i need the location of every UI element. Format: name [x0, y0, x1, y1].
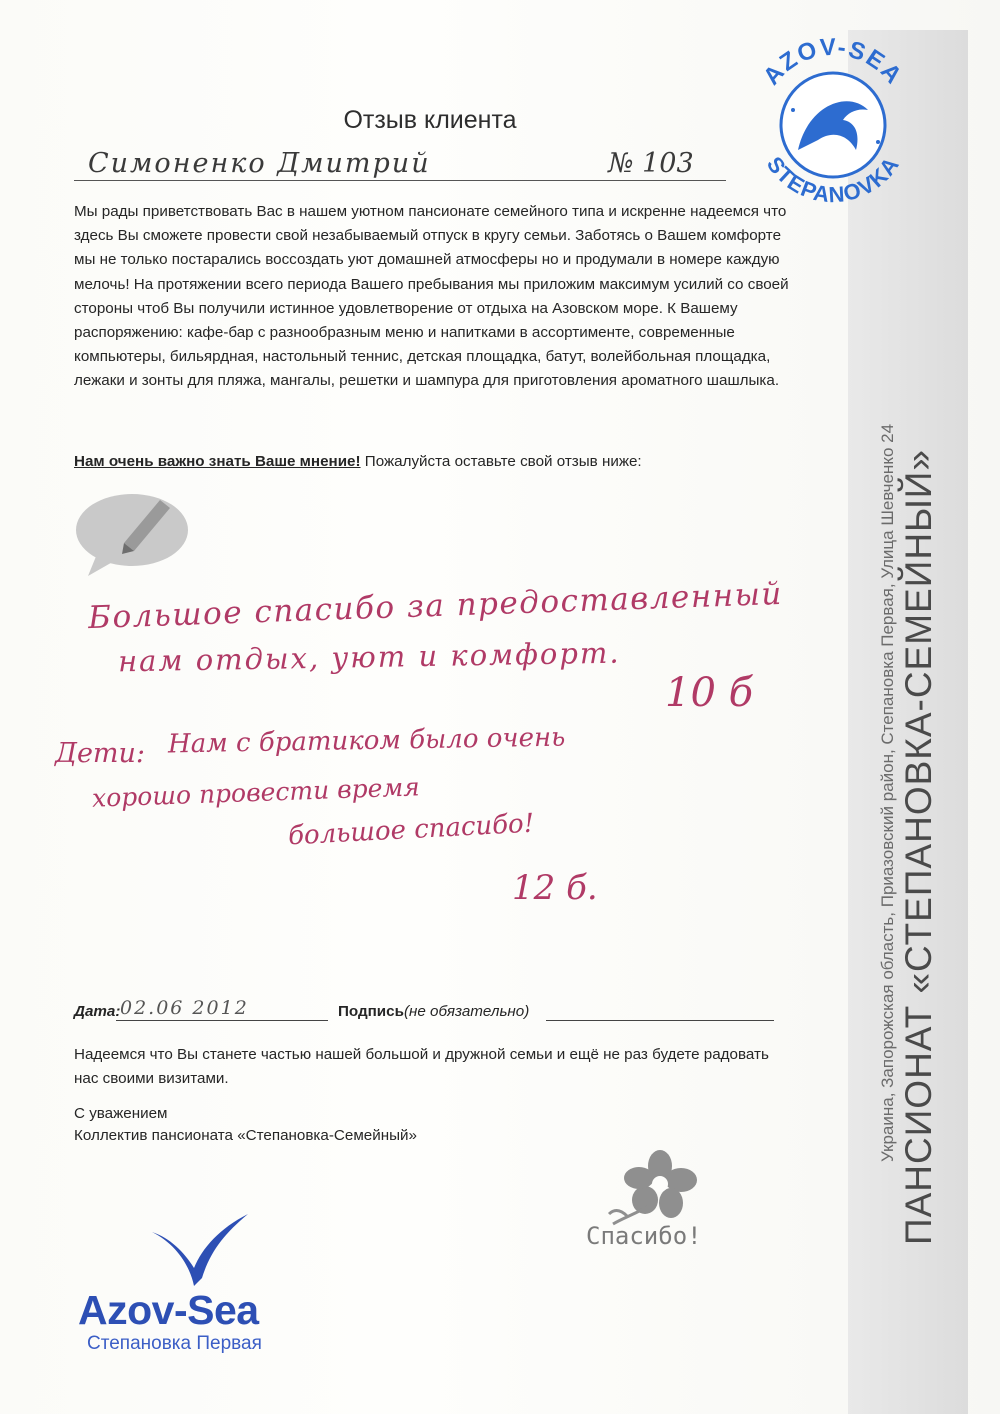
review-line-5: большое спасибо! [287, 808, 535, 852]
sidebar-title: ПАНСИОНАТ «СТЕПАНОВКА-СЕМЕЙНЫЙ» [898, 449, 939, 1245]
speech-bubble-pencil-icon [72, 488, 192, 578]
regards-line-2: Коллектив пансионата «Степановка-Семейный» [74, 1127, 417, 1144]
review-line-4: хорошо провести время [91, 772, 421, 813]
seagull-logo-icon [150, 1212, 250, 1288]
date-value-handwritten: 02.06 2012 [120, 997, 249, 1019]
signature-note: (не обязательно) [403, 1003, 530, 1020]
signature-label-group [338, 1003, 529, 1020]
room-number-handwritten: № 103 [608, 148, 694, 179]
feedback-prompt-bold: Нам очень важно знать Ваше мнение! [74, 453, 361, 470]
thanks-stamp-text: Спасибо! [586, 1222, 702, 1250]
date-label: Дата: [74, 1003, 121, 1020]
date-line [116, 1020, 328, 1021]
review-kids-label: Дети: [55, 738, 146, 769]
client-name-handwritten: Симоненко Дмитрий [88, 148, 431, 179]
round-logo-top-text: AZOV-SEA [758, 33, 908, 91]
review-line-3: Нам с братиком было очень [167, 722, 566, 760]
brand-logo-name: Azov-Sea [78, 1287, 259, 1333]
review-score-2: 12 б. [512, 868, 598, 908]
signature-label: Подпись [338, 1003, 404, 1020]
round-logo-bottom-text: STEPANOVKA [761, 151, 905, 208]
signature-line [546, 1020, 774, 1021]
review-line-2: нам отдых, уют и комфорт. [117, 635, 621, 679]
regards-line-1: С уважением [74, 1105, 168, 1122]
closing-paragraph: Надеемся что Вы станете частью нашей большой и дружной семьи и ещё не раз будете радовать нас своими визитами. [74, 1046, 769, 1087]
review-line-1: Большое спасибо за предоставленный [87, 575, 784, 637]
sidebar-address: Украина, Запорожская область, Приазовский район, Степановка Первая, Улица Шевченко 24 [878, 423, 897, 1162]
feedback-prompt [74, 453, 789, 470]
review-score-1: 10 б [665, 670, 754, 716]
intro-paragraph: Мы рады приветствовать Вас в нашем уютном пансионате семейного типа и искренне надеемся что здесь Вы сможете провести свой незабываемый отпуск в кругу семьи. Заботясь о Вашем комфорте мы не только постарались воссоздать уют домашней атмосферы но и продумали в номере каждую мелочь! На протяжении всего периода Вашего пребывания мы приложим максимум усилий со своей стороны чтоб Вы получили истинное удовлетворение от отдыха на Азовском море. К Вашему распоряжению: кафе-бар с разнообразным меню и напитками в ассортименте, современные компьютеры, бильярдная, настольный теннис, детская площадка, батут, волейбольная площадка, лежаки и зонты для пляжа, мангалы, решетки и шампура для приготовления ароматного шашлыка. [74, 203, 789, 390]
name-underline [74, 180, 726, 181]
flower-stamp-icon [605, 1148, 715, 1228]
regards-block [74, 1103, 789, 1147]
page-title: Отзыв клиента [343, 106, 517, 134]
feedback-prompt-rest: Пожалуйста оставьте свой отзыв ниже: [360, 453, 642, 470]
brand-logo-subtitle: Степановка Первая [87, 1333, 262, 1354]
